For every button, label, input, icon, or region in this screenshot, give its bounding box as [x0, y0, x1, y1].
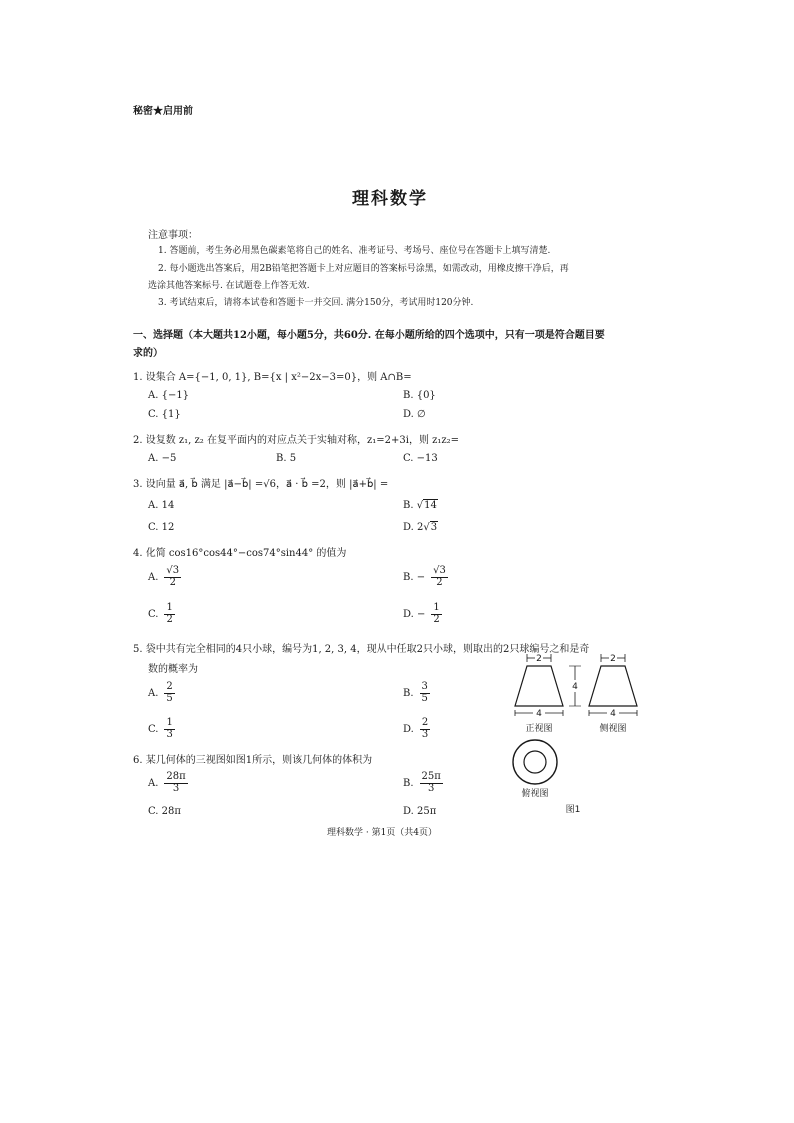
- question-4-option-c: C. $\frac{1}{2}$: [148, 602, 173, 625]
- notice-item-2-cont: 选涂其他答案标号. 在试题卷上作答无效.: [148, 281, 310, 291]
- question-4-option-a: A. $\frac{√3}{2}$: [148, 565, 180, 588]
- question-1-option-a: A. {−1}: [148, 390, 190, 401]
- section-heading: 一、选择题（本大题共12小题，每小题5分，共60分. 在每小题所给的四个选项中，只有一项是符合题目要: [133, 330, 605, 341]
- figure-three-views: [505, 650, 665, 825]
- question-5-option-a: A. $\frac{2}{5}$: [148, 681, 173, 704]
- confidential-mark: 秘密★启用前: [133, 106, 193, 117]
- question-6-option-a: A. $\frac{28\pi}{3}$: [148, 771, 186, 794]
- question-4-option-b: B. − $\frac{√3}{2}$: [403, 565, 446, 588]
- question-1-option-d: D. ∅: [403, 409, 426, 420]
- question-3-option-a: A. 14: [148, 500, 175, 511]
- question-2-stem: 2. 设复数 z₁, z₂ 在复平面内的对应点关于实轴对称，z₁=2+3i，则 z₁z₂=: [133, 435, 460, 446]
- top-view-diagram: [513, 740, 557, 784]
- front-view-diagram: [515, 654, 563, 719]
- question-2-option-a: A. −5: [148, 453, 177, 464]
- height-dimension: [569, 666, 581, 706]
- question-5-stem-cont: 数的概率为: [148, 664, 198, 675]
- question-5-option-c: C. $\frac{1}{3}$: [148, 717, 173, 740]
- notice-item-3: 3. 考试结束后，请将本试卷和答题卡一并交回. 满分150分，考试用时120分钟.: [158, 298, 474, 308]
- top-view-label: 俯视图: [521, 789, 549, 799]
- front-view-label: 正视图: [525, 724, 553, 734]
- question-1-option-c: C. {1}: [148, 409, 181, 420]
- question-4-stem: 4. 化简 cos16°cos44°−cos74°sin44° 的值为: [133, 548, 347, 559]
- question-5-stem: 5. 袋中共有完全相同的4只小球，编号为1, 2, 3, 4，现从中任取2只小球，则取出的2只球编号之和是奇: [133, 644, 590, 655]
- question-5-option-d: D. $\frac{2}{3}$: [403, 717, 429, 740]
- question-3-stem: 3. 设向量 a⃗, b⃗ 满足 |a⃗−b⃗| =√6，a⃗ · b⃗ =2，则 |a⃗+b⃗| =: [133, 479, 389, 490]
- question-6-stem: 6. 某几何体的三视图如图1所示，则该几何体的体积为: [133, 755, 373, 766]
- question-3-option-c: C. 12: [148, 522, 175, 533]
- question-4-option-d: D. − $\frac{1}{2}$: [403, 602, 440, 625]
- notice-item-1: 1. 答题前，考生务必用黑色碳素笔将自己的姓名、准考证号、考场号、座位号在答题卡上填写清楚.: [158, 246, 551, 256]
- question-3-option-d: D. 2√3: [403, 522, 438, 533]
- question-2-option-c: C. −13: [403, 453, 438, 464]
- question-1-option-b: B. {0}: [403, 390, 436, 401]
- side-view-label: 侧视图: [599, 724, 627, 734]
- height-dimension-value: 4: [572, 682, 578, 692]
- question-2-option-b: B. 5: [276, 453, 297, 464]
- question-3-option-b: B. √14: [403, 500, 437, 511]
- question-1-stem: 1. 设集合 A={−1, 0, 1}, B={x | x²−2x−3=0}，则 A∩B=: [133, 372, 412, 383]
- side-top-dimension: 2: [610, 654, 616, 664]
- side-view-diagram: [589, 654, 637, 719]
- question-5-option-b: B. $\frac{3}{5}$: [403, 681, 428, 704]
- page-title: 理科数学: [352, 189, 428, 209]
- front-bottom-dimension: 4: [536, 709, 542, 719]
- side-bottom-dimension: 4: [610, 709, 616, 719]
- question-6-option-d: D. 25π: [403, 806, 437, 817]
- notice-item-2: 2. 每小题选出答案后，用2B铅笔把答题卡上对应题目的答案标号涂黑，如需改动，用橡皮擦干净后，再: [158, 264, 569, 274]
- notice-heading: 注意事项：: [148, 230, 198, 241]
- front-top-dimension: 2: [536, 654, 542, 664]
- page-footer: 理科数学 · 第1页（共4页）: [327, 828, 438, 838]
- figure-caption: 图1: [565, 805, 581, 815]
- question-6-option-b: B. $\frac{25\pi}{3}$: [403, 771, 441, 794]
- question-6-option-c: C. 28π: [148, 806, 181, 817]
- section-heading-cont: 求的）: [133, 348, 163, 359]
